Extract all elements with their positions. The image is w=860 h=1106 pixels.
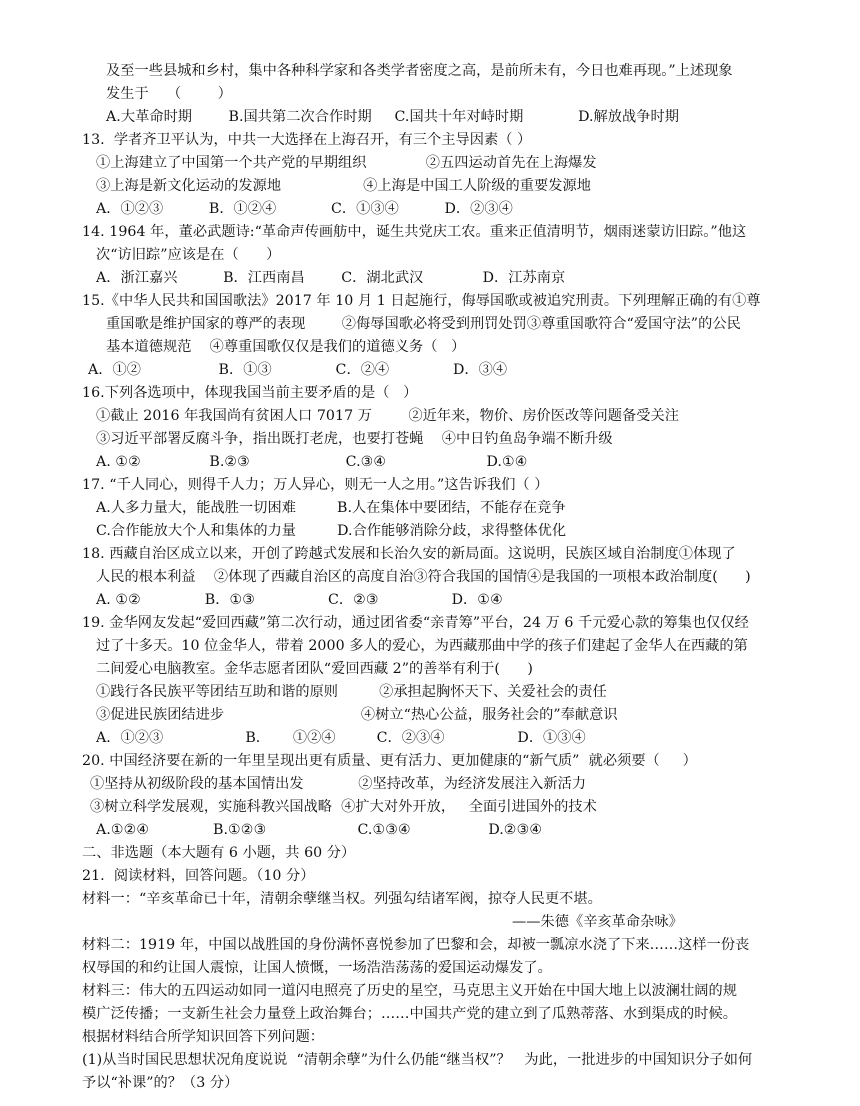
text-line-13: 基本道德规范 ④尊重国歌仅仅是我们的道德义务（ ） xyxy=(106,339,466,355)
text-line-7: A．①②③ B．①②④ C．①③④ D．②③④ xyxy=(96,201,513,217)
text-line-32: ①坚持从初级阶段的基本国情出发 ②坚持改革，为经济发展注入新活力 xyxy=(90,776,587,792)
text-line-35: 二、非选题（本大题有 6 小题，共 60 分） xyxy=(82,845,356,861)
text-line-33: ③树立科学发展观，实施科教兴国战略 ④扩大对外开放， 全面引进国外的技术 xyxy=(90,799,597,815)
text-line-1: 及至一些县城和乡村，集中各种科学家和各类学者密度之高，是前所未有，今日也难再现。”上述现象 xyxy=(106,63,733,79)
text-line-11: 15.《中华人民共和国国歌法》2017 年 10 月 1 日起施行，侮辱国歌或被追究刑责。下列理解正确的有①尊 xyxy=(82,293,761,309)
text-line-34: A.①②④ B.①②③ C.①③④ D.②③④ xyxy=(96,822,543,838)
text-line-28: ①践行各民族平等团结互助和谐的原则 ②承担起胸怀天下、关爱社会的责任 xyxy=(96,684,607,700)
text-line-21: C.合作能放大个人和集体的力量 D.合作能够消除分歧，求得整体优化 xyxy=(96,523,567,539)
text-line-29: ③促进民族团结进步 ④树立“热心公益，服务社会的”奉献意识 xyxy=(96,707,618,723)
text-line-40: 权辱国的和约让国人震惊，让国人愤慨，一场浩浩荡荡的爱国运动爆发了。 xyxy=(82,960,552,976)
text-line-16: ①截止 2016 年我国尚有贫困人口 7017 万 ②近年来，物价、房价医改等问题备受关注 xyxy=(96,408,679,424)
text-line-10: A．浙江嘉兴 B．江西南昌 C．湖北武汉 D．江苏南京 xyxy=(96,270,566,286)
text-line-30: A．①②③ B． ①②④ C．②③④ D．①③④ xyxy=(96,730,586,746)
text-line-25: 19. 金华网友发起“爱回西藏”第二次行动，通过团省委“亲青筹”平台，24 万 6 千元爱心款的筹集也仅仅经 xyxy=(82,615,749,631)
text-line-9: 次“访旧踪”应该是在（ ） xyxy=(96,247,281,263)
text-line-17: ③习近平部署反腐斗争，指出既打老虎，也要打苍蝇 ④中日钓鱼岛争端不断升级 xyxy=(96,431,613,447)
text-line-5: ①上海建立了中国第一个共产党的早期组织 ②五四运动首先在上海爆发 xyxy=(96,155,597,171)
text-line-42: 模广泛传播；一支新生社会力量登上政治舞台；……中国共产党的建立到了瓜熟蒂落、水到渠成的时候。 xyxy=(82,1006,737,1022)
text-line-4: 13. 学者齐卫平认为，中共一大选择在上海召开，有三个主导因素（ ） xyxy=(82,132,532,148)
text-line-44: (1)从当时国民思想状况角度说说 “清朝余孽”为什么仍能“继当权”？ 为此，一批进步的中国知识分子如何 xyxy=(82,1052,753,1068)
text-line-12: 重国歌是维护国家的尊严的表现 ②侮辱国歌必将受到刑罚处罚③尊重国歌符合“爱国守法”的公民 xyxy=(106,316,741,332)
text-line-20: A.人多力量大，能战胜一切困难 B.人在集体中要团结，不能存在竞争 xyxy=(96,500,566,516)
text-line-22: 18. 西藏自治区成立以来，开创了跨越式发展和长治久安的新局面。这说明，民族区域自治制度①体现了 xyxy=(82,546,736,562)
text-line-14: A．①② B．①③ C．②④ D．③④ xyxy=(88,362,508,378)
text-line-39: 材料二：1919 年，中国以战胜国的身份满怀喜悦参加了巴黎和会，却被一瓢凉水浇了下来……这样一份丧 xyxy=(82,937,750,953)
text-line-6: ③上海是新文化运动的发源地 ④上海是中国工人阶级的重要发源地 xyxy=(96,178,591,194)
text-line-41: 材料三：伟大的五四运动如同一道闪电照亮了历史的星空，马克思主义开始在中国大地上以波澜壮阔的规 xyxy=(82,983,737,999)
text-line-24: A. ①② B．①③ C．②③ D．①④ xyxy=(96,592,503,608)
text-line-23: 人民的根本利益 ②体现了西藏自治区的高度自治③符合我国的国情④是我国的一项根本政治制度( ) xyxy=(96,569,751,585)
text-line-37: 材料一：“辛亥革命已十年，清朝余孽继当权。列强勾结诸军阀，掠夺人民更不堪。 xyxy=(82,891,602,907)
text-line-38: ——朱德《辛亥革命杂咏》 xyxy=(512,914,683,930)
text-line-27: 二间爱心电脑教室。金华志愿者团队“爱回西藏 2”的善举有利于( ) xyxy=(96,661,533,677)
text-line-43: 根据材料结合所学知识回答下列问题： xyxy=(82,1029,325,1045)
text-line-15: 16.下列各选项中，体现我国当前主要矛盾的是（ ） xyxy=(82,385,418,401)
text-line-8: 14. 1964 年，董必武题诗:“革命声传画舫中，诞生共党庆工农。重来正值清明节，烟雨迷蒙访旧踪。”他这 xyxy=(82,224,747,240)
text-line-19: 17. “千人同心，则得千人力；万人异心，则无一人之用。”这告诉我们（ ） xyxy=(82,477,549,493)
text-line-18: A. ①② B.②③ C.③④ D.①④ xyxy=(96,454,528,470)
text-line-31: 20. 中国经济要在新的一年里呈现出更有质量、更有活力、更加健康的“新气质” 就必须要（ ） xyxy=(82,753,697,769)
text-line-3: A.大革命时期 B.国共第二次合作时期 C.国共十年对峙时期 D.解放战争时期 xyxy=(106,109,679,125)
text-line-26: 过了十多天。10 位金华人，带着 2000 多人的爱心，为西藏那曲中学的孩子们建起了金华人在西藏的第 xyxy=(96,638,748,654)
text-line-36: 21. 阅读材料，回答问题。（10 分） xyxy=(82,868,315,884)
text-line-2: 发生于 （ ） xyxy=(106,86,232,102)
text-line-45: 予以“补课”的？（3 分） xyxy=(82,1075,239,1091)
